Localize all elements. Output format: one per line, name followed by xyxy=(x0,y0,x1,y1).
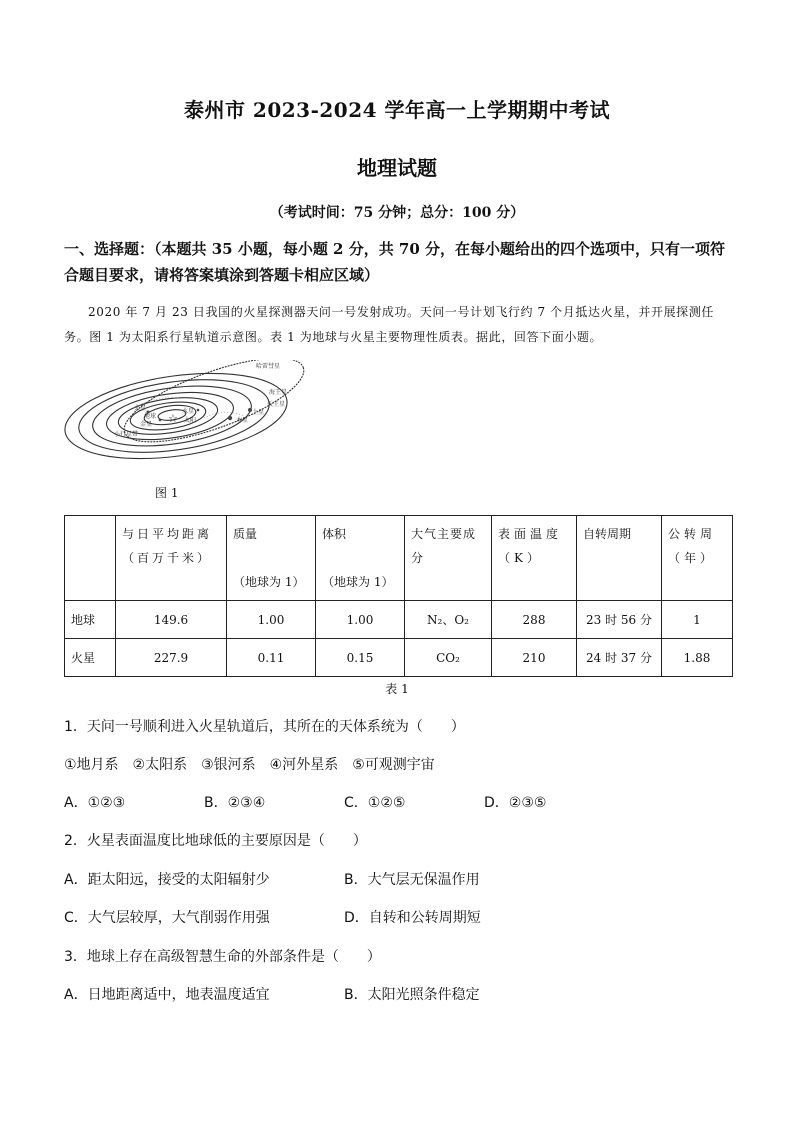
table-header-cell: 公转周（年） xyxy=(662,516,733,601)
row-name: 火星 xyxy=(65,639,116,677)
cell-volume: 0.15 xyxy=(316,639,405,677)
cell-atmosphere: N₂、O₂ xyxy=(405,601,492,639)
question-2-option-d[interactable]: D．自转和公转周期短 xyxy=(344,910,481,926)
cell-rotation: 24 时 37 分 xyxy=(577,639,662,677)
subject-title: 地理试题 xyxy=(357,156,437,180)
question-3-stem: 3．地球上存在高级智慧生命的外部条件是（ ） xyxy=(64,949,381,965)
cell-distance: 227.9 xyxy=(116,639,227,677)
table-header-cell xyxy=(65,516,116,601)
cell-temperature: 210 xyxy=(492,639,577,677)
section-heading: 一、选择题：（本题共 35 小题，每小题 2 分，共 70 分，在每小题给出的四个选项中，只有一项符合题目要求，请将答案填涂到答题卡相应区域） xyxy=(64,240,726,284)
question-1-note: ①地月系 ②太阳系 ③银河系 ④河外星系 ⑤可观测宇宙 xyxy=(64,757,435,773)
question-3-option-b[interactable]: B．太阳光照条件稳定 xyxy=(344,987,480,1003)
figure-caption: 图 1 xyxy=(155,486,179,500)
cell-mass: 1.00 xyxy=(227,601,316,639)
label-jupiter: 木星 xyxy=(236,417,249,424)
label-saturn: 土星 xyxy=(252,409,265,416)
cell-atmosphere: CO₂ xyxy=(405,639,492,677)
cell-mass: 0.11 xyxy=(227,639,316,677)
question-1-option-c[interactable]: C．①②⑤ xyxy=(344,795,406,811)
row-name: 地球 xyxy=(65,601,116,639)
table-row xyxy=(65,639,733,677)
label-mercury: 水星 xyxy=(182,408,195,415)
label-halley-comet: 哈雷彗星 xyxy=(256,363,281,370)
cell-distance: 149.6 xyxy=(116,601,227,639)
question-2-stem: 2．火星表面温度比地球低的主要原因是（ ） xyxy=(64,833,367,849)
question-1-option-d[interactable]: D．②③⑤ xyxy=(484,795,547,811)
table-header-cell: 自转周期 xyxy=(577,516,662,601)
cell-revolution: 1 xyxy=(662,601,733,639)
question-3-option-a[interactable]: A．日地距离适中，地表温度适宜 xyxy=(64,987,270,1003)
table-header-cell: 大气主要成分 xyxy=(405,516,492,601)
sun-icon: ☆ xyxy=(168,412,178,425)
cell-temperature: 288 xyxy=(492,601,577,639)
question-2-option-a[interactable]: A．距太阳远，接受的太阳辐射少 xyxy=(64,872,270,888)
exam-info: （考试时间：75 分钟；总分：100 分） xyxy=(269,205,525,221)
solar-system-orbit-figure xyxy=(64,360,314,470)
table-caption: 表 1 xyxy=(385,682,409,696)
question-1-option-b[interactable]: B．②③④ xyxy=(204,795,266,811)
planet-properties-table xyxy=(64,515,733,677)
question-2-option-c[interactable]: C．大气层较厚，大气削弱作用强 xyxy=(64,910,270,926)
label-uranus: 天王星 xyxy=(267,401,286,408)
table-header-cell: 体积 （地球为 1） xyxy=(316,516,405,601)
table-header-row xyxy=(65,516,733,601)
label-mars: 火星 xyxy=(134,405,147,412)
table-row xyxy=(65,601,733,639)
cell-rotation: 23 时 56 分 xyxy=(577,601,662,639)
cell-volume: 1.00 xyxy=(316,601,405,639)
cell-revolution: 1.88 xyxy=(662,639,733,677)
question-1-stem: 1．天问一号顺利进入火星轨道后，其所在的天体系统为（ ） xyxy=(64,719,465,735)
table-header-cell: 与日平均距离（百万千米） xyxy=(116,516,227,601)
table-header-cell: 表面温度（K） xyxy=(492,516,577,601)
question-2-option-b[interactable]: B．大气层无保温作用 xyxy=(344,872,480,888)
exam-title: 泰州市 2023-2024 学年高一上学期期中考试 xyxy=(183,98,611,122)
label-earth: 地球 xyxy=(144,413,157,420)
question-1-option-a[interactable]: A．①②③ xyxy=(64,795,126,811)
label-neptune: 海王星 xyxy=(269,389,288,396)
table-header-cell: 质量 （地球为 1） xyxy=(227,516,316,601)
label-asteroid-belt: 小行星带 xyxy=(114,431,139,438)
label-venus: 金星 xyxy=(140,421,153,428)
intro-paragraph: 2020 年 7 月 23 日我国的火星探测器天问一号发射成功。天问一号计划飞行约 7 个月抵达火星，并开展探测任务。图 1 为太阳系行星轨道示意图。表 1 为地球与火星主要物理性质表。据此，回答下面小题。 xyxy=(64,305,714,344)
label-sun: 太阳 xyxy=(184,417,197,424)
